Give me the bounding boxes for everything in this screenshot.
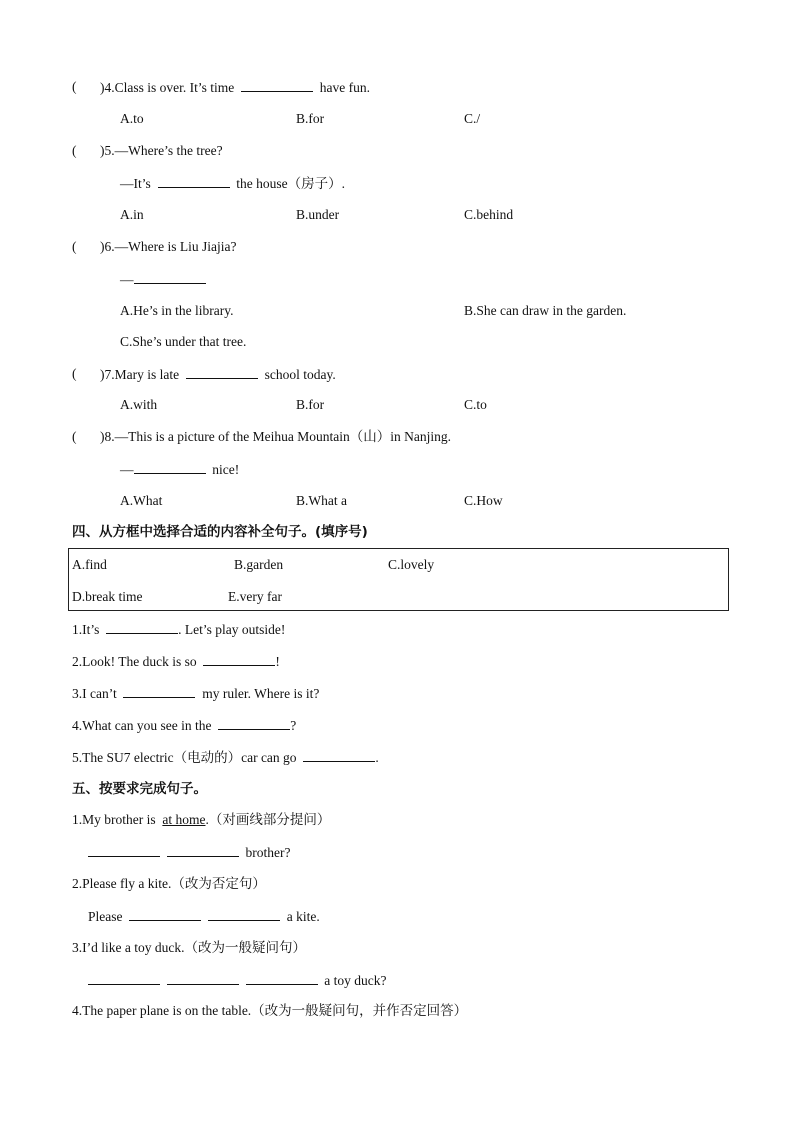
option-c: C.behind [464, 207, 514, 222]
answer-blank[interactable] [106, 620, 178, 634]
option-c: C./ [464, 111, 481, 126]
question-text-end: have fun. [319, 80, 370, 95]
answer-blank[interactable] [134, 460, 206, 474]
answer-paren-open: ( [72, 429, 77, 444]
question-text: 8.—This is a picture of the Meihua Mountain（山）in Nanjing. [104, 429, 451, 444]
word-option-a: A.find [72, 557, 107, 572]
option-b: B.for [296, 397, 325, 412]
answer-blank[interactable] [218, 716, 290, 730]
option-a: A.What [120, 493, 163, 508]
section-4-title: 四、从方框中选择合适的内容补全句子。(填序号) [72, 524, 368, 540]
answer-paren-open: ( [72, 143, 77, 158]
word-option-e: E.very far [228, 589, 282, 604]
answer-blank[interactable] [134, 270, 206, 284]
answer-blank[interactable] [129, 907, 201, 921]
answer-blank[interactable] [123, 684, 195, 698]
answer-paren-close: )8.—This is a picture of the Meihua Mountain（山）in Nanjing. [100, 429, 451, 444]
answer-paren-open: ( [72, 79, 77, 94]
option-a: A.He’s in the library. [120, 303, 234, 318]
question-text: 7.Mary is late [104, 367, 180, 382]
option-a: A.with [120, 397, 158, 412]
answer-paren-close: )5.—Where’s the tree? [100, 143, 223, 158]
answer-blank[interactable] [203, 652, 275, 666]
answer-paren-close: )4.Class is over. It’s time have fun. [100, 80, 370, 95]
answer-paren-open: ( [72, 366, 77, 381]
question-text-end: school today. [264, 367, 336, 382]
option-b: B.under [296, 207, 340, 222]
question-text: 4.Class is over. It’s time [104, 80, 235, 95]
answer-paren-close: )6.—Where is Liu Jiajia? [100, 239, 237, 254]
question-text: —It’s the house（房子）. [120, 176, 346, 191]
option-b: B.What a [296, 493, 347, 508]
underlined-part: at home [162, 812, 206, 827]
question-text-end: nice! [212, 462, 240, 477]
option-c: C.How [464, 493, 503, 508]
answer-dash: — [120, 270, 206, 289]
answer-blank[interactable] [246, 971, 318, 985]
answer-blank[interactable] [167, 843, 239, 857]
answer-blank[interactable] [158, 174, 230, 188]
answer-blank[interactable] [208, 907, 280, 921]
answer-blank[interactable] [167, 971, 239, 985]
word-option-d: D.break time [72, 589, 143, 604]
answer-blank[interactable] [303, 748, 375, 762]
option-a: A.in [120, 207, 144, 222]
section-5-title: 五、按要求完成句子。 [72, 781, 207, 797]
answer-blank[interactable] [88, 971, 160, 985]
option-b: B.for [296, 111, 325, 126]
answer-blank[interactable] [241, 78, 313, 92]
word-option-b: B.garden [234, 557, 284, 572]
option-a: A.to [120, 111, 144, 126]
answer-paren-close: )7.Mary is late school today. [100, 367, 336, 382]
option-c: C.She’s under that tree. [120, 334, 247, 349]
question-text: 5.—Where’s the tree? [104, 143, 223, 158]
word-option-c: C.lovely [388, 557, 435, 572]
answer-paren-open: ( [72, 239, 77, 254]
answer-blank[interactable] [186, 365, 258, 379]
option-c: C.to [464, 397, 487, 412]
question-text: 6.—Where is Liu Jiajia? [104, 239, 237, 254]
answer-dash: — nice! [120, 462, 240, 477]
option-b: B.She can draw in the garden. [464, 303, 627, 318]
answer-blank[interactable] [88, 843, 160, 857]
